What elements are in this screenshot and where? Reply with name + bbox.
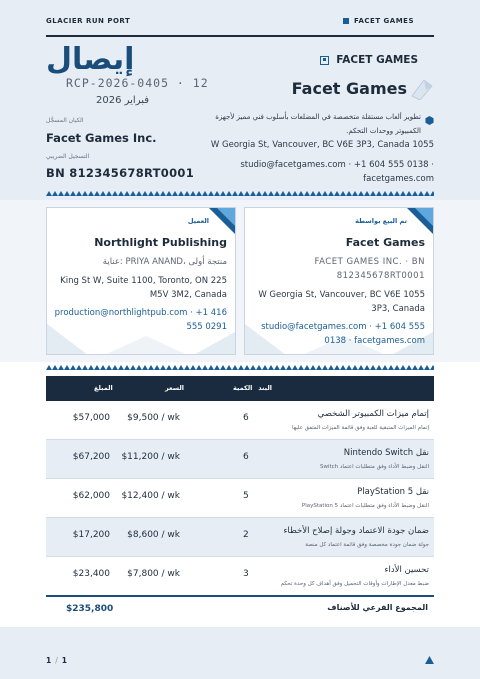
item-subtext: النقل وضبط الأداء وفق متطلبات اعتماد PlayStation 5 — [301, 503, 429, 509]
item-rate: $12,400 / wk — [121, 491, 180, 501]
item-rate: $7,800 / wk — [127, 569, 180, 579]
tax-label: التسجيل الضريبي — [46, 153, 90, 160]
table-row — [46, 440, 434, 479]
item-description: نقل PlayStation 5 — [357, 487, 429, 497]
table-row — [46, 479, 434, 518]
seller-tagline: تطوير ألعاب مستقلة متخصصة في المضلعات بأسلوب فني مميز لأجهزة الكمبيوتر ووحدات التحكم. — [215, 113, 421, 135]
header-amount: المبلغ — [94, 384, 113, 392]
subtotal-value: $235,800 — [66, 604, 114, 614]
item-qty: 6 — [243, 452, 249, 462]
item-description: نقل Nintendo Switch — [343, 448, 429, 458]
item-description: ضمان جودة الاعتماد وجولة إصلاح الأخطاء — [283, 526, 429, 536]
item-qty: 5 — [243, 491, 249, 501]
table-header — [46, 376, 434, 401]
client-card-label: العميل — [187, 217, 209, 225]
subtotal-rule — [46, 595, 434, 597]
header-item: البند — [258, 384, 272, 392]
item-subtext: إتمام الميزات المتبقية للعبة وفق قائمة الميزات المتفق عليها — [292, 425, 429, 431]
seller-brand-text: FACET GAMES — [336, 54, 418, 66]
table-row — [46, 557, 434, 596]
item-qty: 3 — [243, 569, 249, 579]
corner-accent-icon — [209, 208, 235, 234]
item-rate: $8,600 / wk — [127, 530, 180, 540]
item-amount: $62,000 — [72, 491, 110, 501]
page-total: 1 — [61, 656, 67, 665]
item-subtext: النقل وضبط الأداء وفق متطلبات اعتماد Switch — [319, 464, 429, 470]
seller-contact: studio@facetgames.com · +1 604 555 0138 · facetgames.com — [240, 160, 434, 184]
item-qty: 6 — [243, 413, 249, 423]
header-qty: الكمية — [233, 384, 253, 392]
zigzag-divider — [46, 365, 434, 370]
tax-value: BN 812345678RT0001 — [46, 166, 194, 180]
item-subtext: جولة ضمان جودة مخصصة وفق قائمة اعتماد كل منصة — [305, 542, 429, 548]
seller-name: Facet Games — [291, 79, 407, 98]
facet-logo-icon — [410, 78, 434, 100]
item-rate: $11,200 / wk — [121, 452, 180, 462]
item-amount: $57,000 — [72, 413, 110, 423]
hexagon-icon — [425, 116, 434, 125]
item-description: تحسين الأداء — [384, 565, 429, 575]
entity-label: الكيان المسجَّل — [46, 117, 84, 124]
header-rate: السعر — [165, 384, 184, 392]
document-title: إيصال — [46, 42, 135, 77]
table-row — [46, 401, 434, 440]
corner-accent-icon — [407, 208, 433, 234]
seller-card — [244, 207, 434, 355]
seller-card-label: تم البيع بواسطة — [355, 217, 407, 225]
entity-value: Facet Games Inc. — [46, 131, 157, 145]
seller-card-contact[interactable]: studio@facetgames.com · +1 604 555 0138 · facetgames.com — [261, 322, 425, 346]
page-indicator: 1 / 1 — [46, 656, 67, 665]
table-row — [46, 518, 434, 557]
client-card-address: King St W, Suite 1100, Toronto, ON 225 M5V 3M2, Canada — [60, 276, 227, 300]
footer-band — [0, 627, 480, 679]
item-amount: $17,200 — [72, 530, 110, 540]
subtotal-label: المجموع الفرعي للأصناف — [327, 603, 428, 612]
triangle-icon — [425, 656, 434, 664]
seller-card-address: W Georgia St, Vancouver, BC V6E 1055 3P3, Canada — [258, 290, 425, 314]
item-rate: $9,500 / wk — [127, 413, 180, 423]
seller-brand — [320, 54, 418, 66]
square-icon — [343, 18, 349, 24]
issue-date: فبراير 2026 — [96, 95, 150, 106]
seller-card-legal: FACET GAMES INC. · BN 812345678RT0001 — [314, 257, 425, 281]
brand-text: FACET GAMES — [354, 17, 414, 25]
brand-square-icon — [320, 56, 329, 65]
company-name: GLACIER RUN PORT — [46, 17, 131, 25]
zigzag-divider — [46, 191, 434, 196]
item-amount: $23,400 — [72, 569, 110, 579]
item-amount: $67,200 — [72, 452, 110, 462]
top-bar — [46, 17, 434, 31]
seller-card-name: Facet Games — [345, 236, 425, 249]
page-current: 1 — [46, 656, 52, 665]
item-qty: 2 — [243, 530, 249, 540]
client-card — [46, 207, 236, 355]
brand-label — [343, 17, 414, 25]
item-subtext: ضبط معدل الإطارات وأوقات التحميل وفق أهداف كل وحدة تحكم — [280, 581, 429, 587]
item-description: إتمام ميزات الكمبيوتر الشخصي — [317, 409, 429, 419]
client-card-contact[interactable]: production@northlightpub.com · +1 416 555 0291 — [54, 308, 227, 332]
header-rule — [46, 35, 434, 37]
client-card-attention: عناية: PRIYA ANAND، منتجة أولى — [102, 257, 227, 267]
client-card-name: Northlight Publishing — [94, 236, 227, 249]
receipt-number: RCP-2026-0405 · 12 — [66, 76, 209, 90]
seller-address: W Georgia St, Vancouver, BC V6E 3P3, Canada 1055 — [210, 140, 434, 150]
